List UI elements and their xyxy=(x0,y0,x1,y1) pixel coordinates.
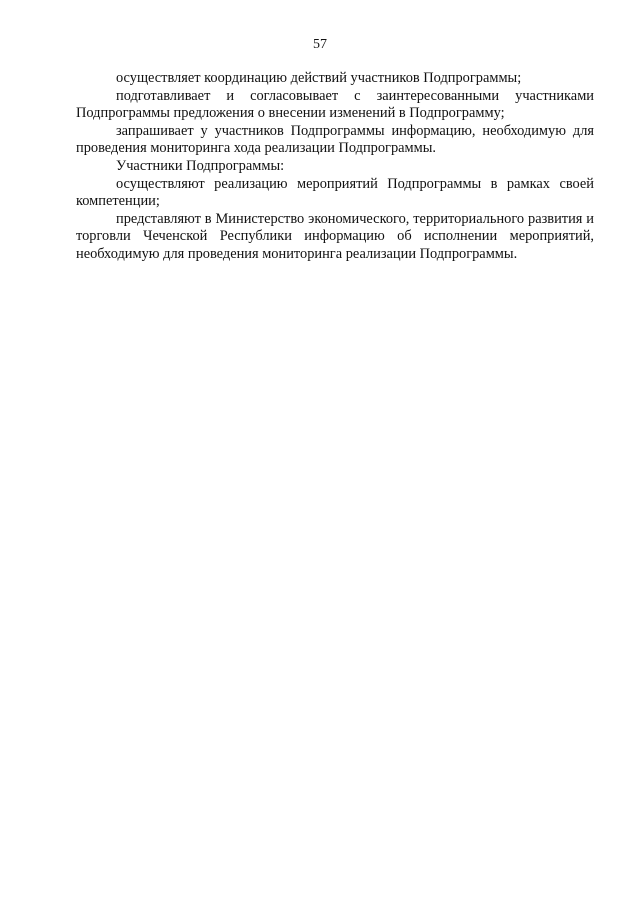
paragraph-requests-information: запрашивает у участников Подпрограммы информацию, необходимую для проведения мониторинга хода реализации Подпрограммы. xyxy=(76,122,594,157)
paragraph-participants-heading: Участники Подпрограммы: xyxy=(116,157,285,174)
document-body xyxy=(76,70,594,264)
paragraph-coordination: осуществляет координацию действий участников Подпрограммы; xyxy=(116,70,522,86)
paragraph-submit-information: представляют в Министерство экономического, территориального развития и торговли Чеченской Республики информацию об исполнении мероприятий, необходимую для проведения мониторинга реализации Подпрограммы. xyxy=(76,210,594,262)
paragraph-implement-activities: осуществляют реализацию мероприятий Подпрограммы в рамках своей компетенции; xyxy=(76,175,594,210)
paragraph-prepares-proposals: подготавливает и согласовывает с заинтересованными участниками Подпрограммы предложения о внесении изменений в Подпрограмму; xyxy=(76,87,594,122)
page-number: 57 xyxy=(313,37,327,52)
